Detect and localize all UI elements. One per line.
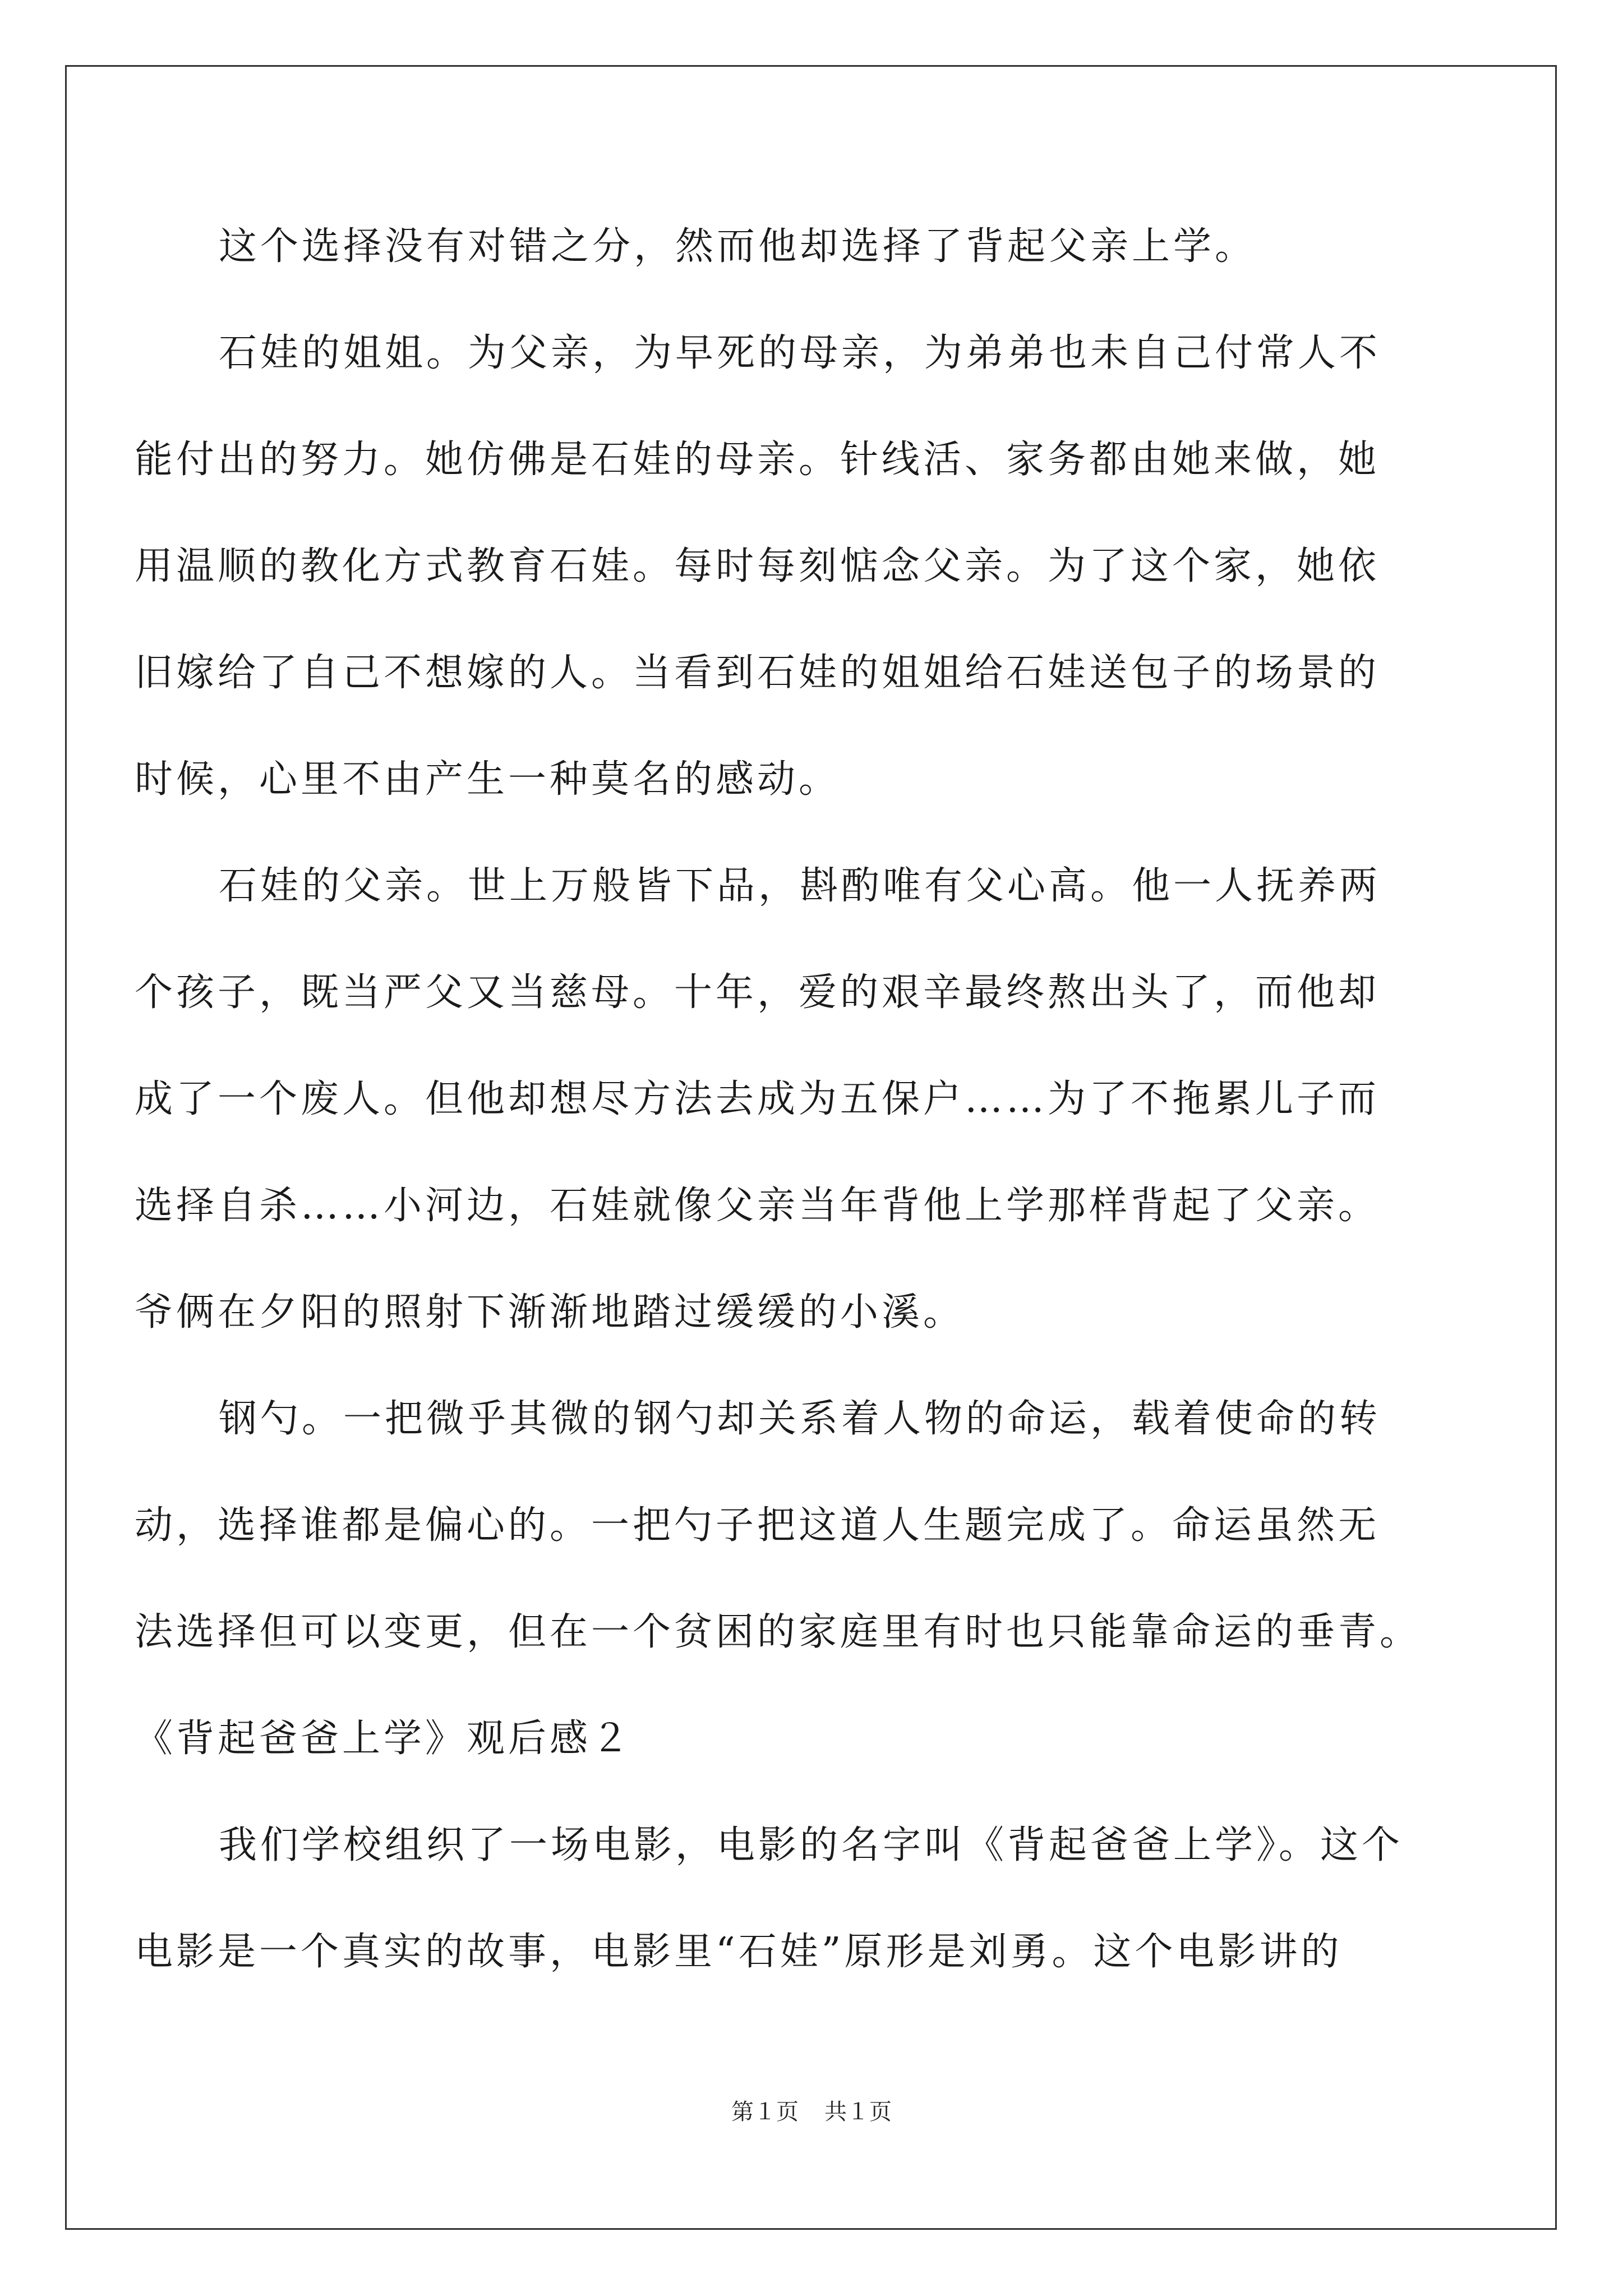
text-line: 时候，心里不由产生一种莫名的感动。 (135, 757, 841, 802)
text-line: 动，选择谁都是偏心的。一把勺子把这道人生题完成了。命运虽然无 (135, 1503, 1380, 1548)
text-line: 成了一个废人。但他却想尽方法去成为五保户……为了不拖累儿子而 (135, 1077, 1380, 1121)
page-border (65, 65, 1557, 2230)
text-line: 电影是一个真实的故事，电影里“石娃”原形是刘勇。这个电影讲的 (135, 1930, 1343, 1974)
text-line: 选择自杀……小河边，石娃就像父亲当年背他上学那样背起了父亲。 (135, 1184, 1380, 1228)
page-total: 共１页 (824, 2099, 892, 2125)
text-line: 石娃的父亲。世上万般皆下品，斟酌唯有父心高。他一人抚养两 (219, 864, 1381, 908)
text-line: 我们学校组织了一场电影，电影的名字叫《背起爸爸上学》。这个 (219, 1823, 1404, 1867)
page-footer (0, 2098, 1623, 2126)
text-line: 钢勺。一把微乎其微的钢勺却关系着人物的命运，载着使命的转 (219, 1397, 1381, 1441)
text-line: 爷俩在夕阳的照射下渐渐地踏过缓缓的小溪。 (135, 1290, 965, 1335)
page-number: 第１页 (731, 2099, 799, 2125)
text-line: 这个选择没有对错之分，然而他却选择了背起父亲上学。 (219, 224, 1257, 269)
text-line: 用温顺的教化方式教育石娃。每时每刻惦念父亲。为了这个家，她依 (135, 544, 1380, 588)
section-heading: 《背起爸爸上学》观后感２ (135, 1717, 633, 1761)
text-line: 旧嫁给了自己不想嫁的人。当看到石娃的姐姐给石娃送包子的场景的 (135, 651, 1380, 695)
text-line: 法选择但可以变更，但在一个贫困的家庭里有时也只能靠命运的垂青。 (135, 1610, 1422, 1654)
text-line: 能付出的努力。她仿佛是石娃的母亲。针线活、家务都由她来做，她 (135, 438, 1380, 482)
text-line: 个孩子，既当严父又当慈母。十年，爱的艰辛最终熬出头了，而他却 (135, 970, 1380, 1015)
text-line: 石娃的姐姐。为父亲，为早死的母亲，为弟弟也未自己付常人不 (219, 331, 1381, 375)
